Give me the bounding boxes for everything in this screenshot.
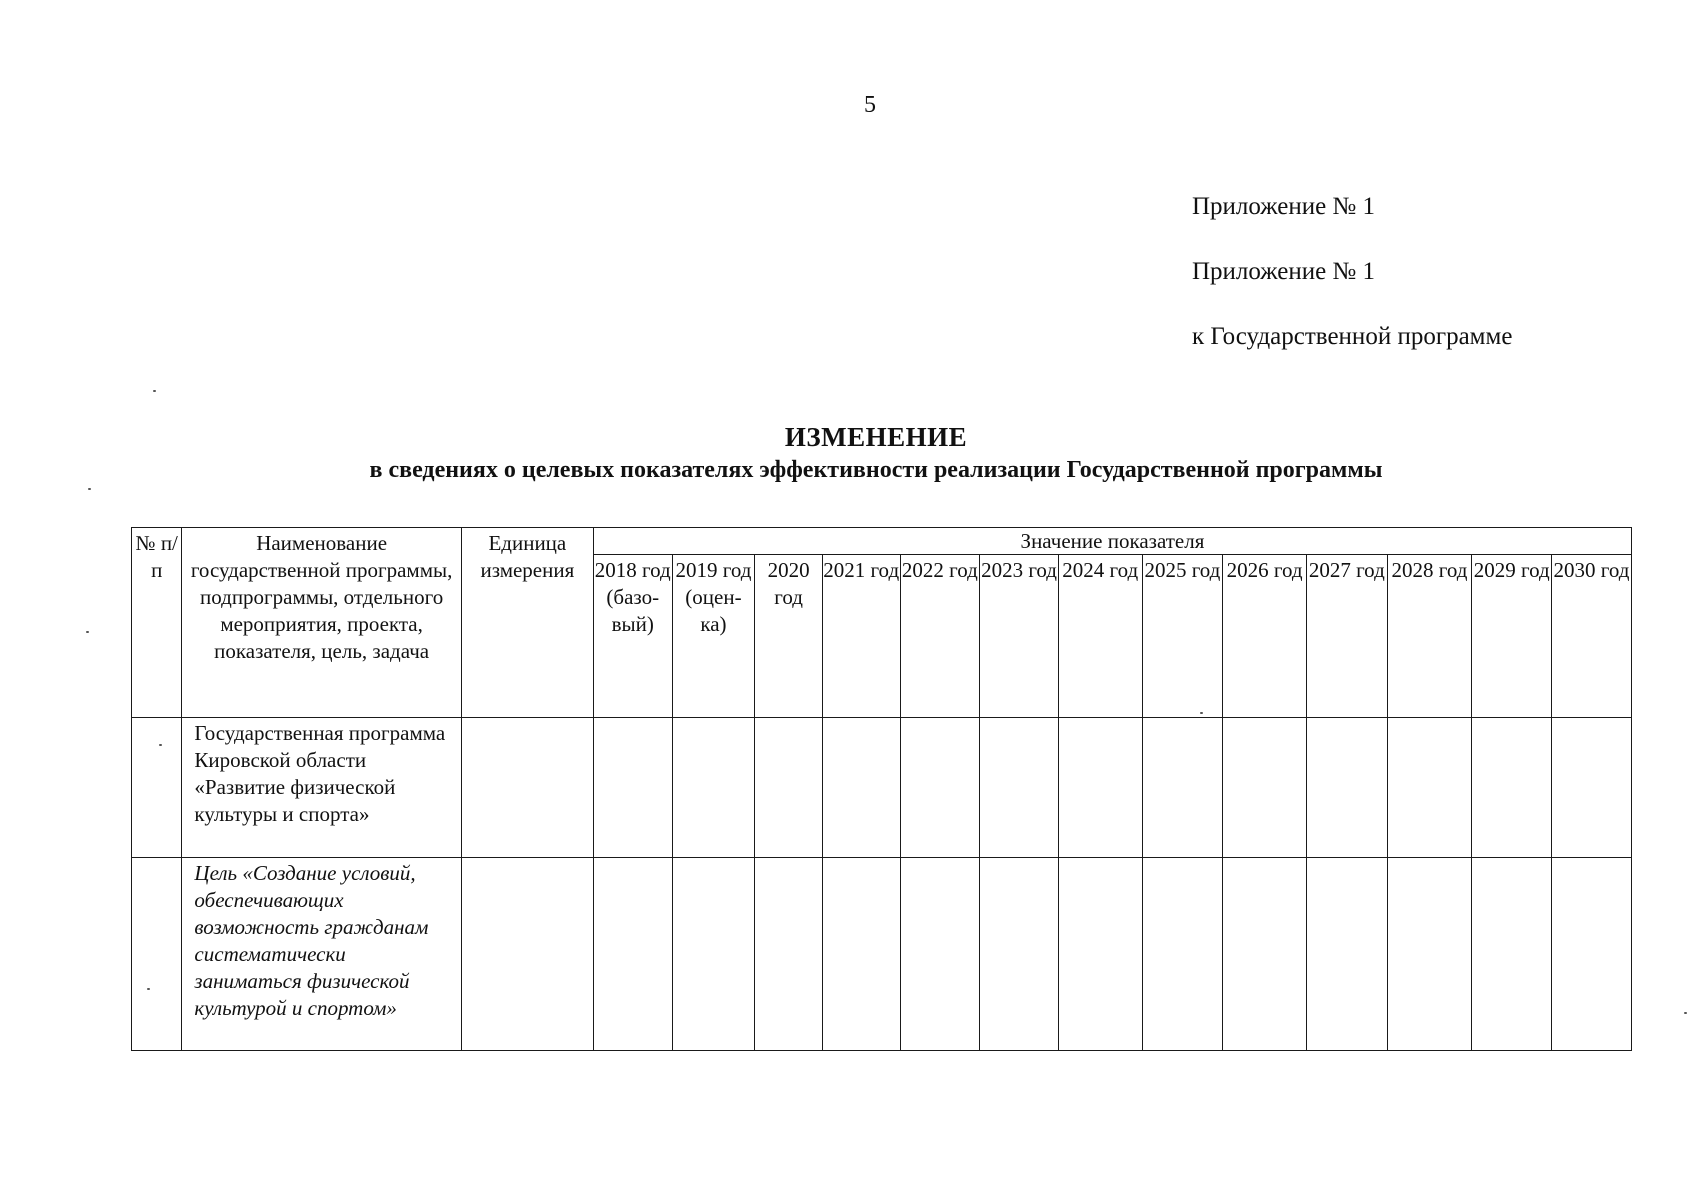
value-cell	[755, 718, 823, 858]
value-cell	[980, 858, 1059, 1051]
scan-speck	[1684, 1012, 1687, 1014]
value-cell	[1223, 718, 1307, 858]
value-cell	[1387, 858, 1472, 1051]
indicators-table	[131, 527, 1632, 1051]
value-cell	[672, 718, 755, 858]
scan-speck	[159, 744, 162, 746]
scan-speck	[88, 488, 91, 490]
value-cell	[1223, 858, 1307, 1051]
table-row-program	[132, 718, 1632, 858]
row-unit-cell	[461, 858, 593, 1051]
page-number: 5	[864, 92, 876, 118]
value-cell	[1472, 858, 1552, 1051]
document-title: ИЗМЕНЕНИЕ	[784, 422, 968, 452]
value-cell	[755, 858, 823, 1051]
header-year: 2028 год	[1387, 555, 1472, 718]
row-name-cell: Государственная программа Кировской области «Развитие физической культуры и спорта»	[182, 718, 461, 858]
scan-speck	[86, 631, 89, 633]
header-year: 2029 год	[1472, 555, 1552, 718]
value-cell	[672, 858, 755, 1051]
value-cell	[593, 718, 672, 858]
value-cell	[1142, 718, 1223, 858]
row-name-cell: Цель «Создание условий, обеспечивающих возможность гражданам систематически заниматься физической культурой и спортом»	[182, 858, 461, 1051]
value-cell	[1142, 858, 1223, 1051]
value-cell	[1552, 718, 1632, 858]
appendix-line-2: Приложение № 1	[1192, 258, 1376, 285]
header-year: 2030 год	[1552, 555, 1632, 718]
value-cell	[1472, 718, 1552, 858]
value-cell	[1306, 858, 1387, 1051]
indicators-table-container	[131, 527, 1632, 1051]
row-unit-cell	[461, 718, 593, 858]
scan-speck	[1200, 712, 1203, 714]
value-cell	[1387, 718, 1472, 858]
header-year: 2019 год (оцен-ка)	[672, 555, 755, 718]
value-cell	[900, 718, 980, 858]
appendix-line-1: Приложение № 1	[1192, 193, 1376, 220]
value-cell	[1058, 718, 1142, 858]
value-cell	[593, 858, 672, 1051]
header-year: 2022 год	[900, 555, 980, 718]
appendix-line-3: к Государственной программе	[1192, 323, 1513, 350]
value-cell	[900, 858, 980, 1051]
header-year: 2026 год	[1223, 555, 1307, 718]
header-year: 2024 год	[1058, 555, 1142, 718]
row-number-cell	[132, 858, 182, 1051]
header-name: Наименование государственной программы, подпрограммы, отдельного мероприятия, проекта, показателя, цель, задача	[182, 528, 461, 718]
header-year: 2021 год	[822, 555, 900, 718]
header-year: 2020 год	[755, 555, 823, 718]
row-number-cell	[132, 718, 182, 858]
scan-speck	[147, 988, 150, 990]
header-number: № п/п	[132, 528, 182, 718]
value-cell	[1058, 858, 1142, 1051]
header-year: 2023 год	[980, 555, 1059, 718]
value-cell	[822, 858, 900, 1051]
scan-speck	[153, 390, 156, 392]
value-cell	[1306, 718, 1387, 858]
header-year: 2025 год	[1142, 555, 1223, 718]
header-year: 2018 год (базо-вый)	[593, 555, 672, 718]
document-subtitle: в сведениях о целевых показателях эффективности реализации Государственной программы	[369, 457, 1383, 483]
header-values-group: Значение показателя	[593, 528, 1631, 555]
value-cell	[822, 718, 900, 858]
value-cell	[1552, 858, 1632, 1051]
header-unit: Единица измерения	[461, 528, 593, 718]
header-year: 2027 год	[1306, 555, 1387, 718]
header-row-1	[132, 528, 1632, 555]
table-row-goal	[132, 858, 1632, 1051]
value-cell	[980, 718, 1059, 858]
